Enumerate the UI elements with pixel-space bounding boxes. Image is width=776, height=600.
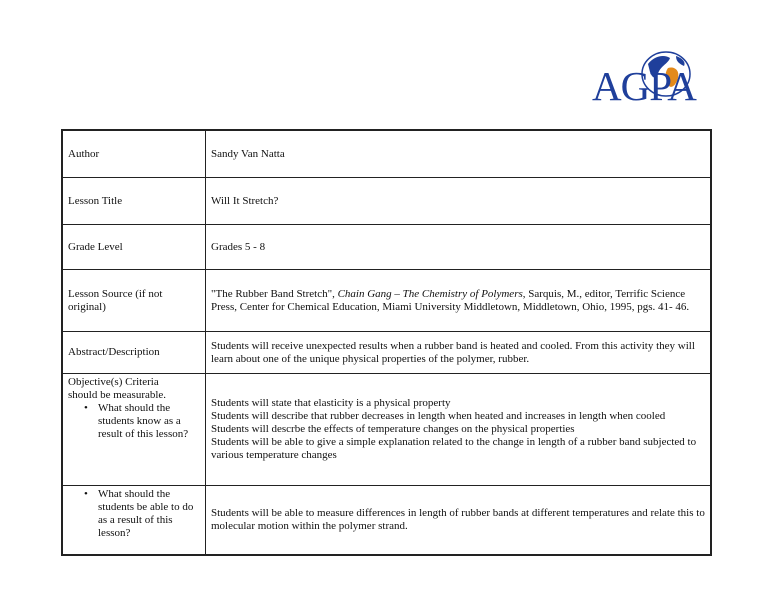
objective-line: Students will be able to give a simple explanation related to the change in length of a rubber band subjected to various temperature changes	[211, 436, 697, 461]
objectives-bullet-text: What should the students know as a result of this lesson?	[98, 402, 189, 440]
table-row-objectives	[62, 374, 711, 486]
source-book-title: Chain Gang – The Chemistry of Polymers	[337, 287, 523, 300]
skills-bullet	[84, 488, 200, 540]
source-value	[206, 270, 712, 332]
logo-text: AGPA	[592, 63, 696, 109]
objectives-label	[62, 374, 206, 486]
author-value: Sandy Van Natta	[206, 130, 712, 178]
objectives-value	[206, 374, 712, 486]
source-label: Lesson Source (if not original)	[62, 270, 206, 332]
table-row-grade	[62, 225, 711, 270]
abstract-label: Abstract/Description	[62, 332, 206, 374]
objectives-bullet	[84, 402, 200, 441]
objective-line: Students will describe that rubber decreases in length when heated and increases in length when cooled	[211, 410, 666, 422]
grade-value: Grades 5 - 8	[206, 225, 712, 270]
table-row-source	[62, 270, 711, 332]
skills-label	[62, 486, 206, 556]
objectives-label-line1: Objective(s) Criteria	[68, 376, 159, 388]
objectives-label-line2: should be measurable.	[68, 389, 167, 401]
title-label: Lesson Title	[62, 178, 206, 225]
title-value: Will It Stretch?	[206, 178, 712, 225]
table-row-abstract	[62, 332, 711, 374]
author-label: Author	[62, 130, 206, 178]
bullet-icon: •	[84, 402, 88, 414]
bullet-icon: •	[84, 488, 88, 500]
skills-bullet-text: What should the students be able to do as a result of this lesson?	[98, 488, 194, 539]
agpa-logo	[592, 46, 712, 112]
table-row-author	[62, 130, 711, 178]
grade-label: Grade Level	[62, 225, 206, 270]
skills-value: Students will be able to measure differences in length of rubber bands at different temperatures and relate this to molecular motion within the polymer strand.	[206, 486, 712, 556]
abstract-value: Students will receive unexpected results when a rubber band is heated and cooled. From this activity they will learn about one of the unique physical properties of the polymer, rubber.	[206, 332, 712, 374]
lesson-table	[61, 129, 712, 556]
source-text-2: , Sarquis, M., editor, Terrific Science Press, Center for Chemical Education, Miami University Middletown, Middletown, Ohio, 1995, pgs. 41- 46.	[211, 287, 690, 313]
table-row-title	[62, 178, 711, 225]
objective-line: Students will descrbe the effects of temperature changes on the physical properties	[211, 423, 575, 435]
objective-line: Students will state that elasticity is a physical property	[211, 397, 451, 409]
source-text-1: "The Rubber Band Stretch",	[211, 287, 338, 300]
table-row-skills	[62, 486, 711, 556]
